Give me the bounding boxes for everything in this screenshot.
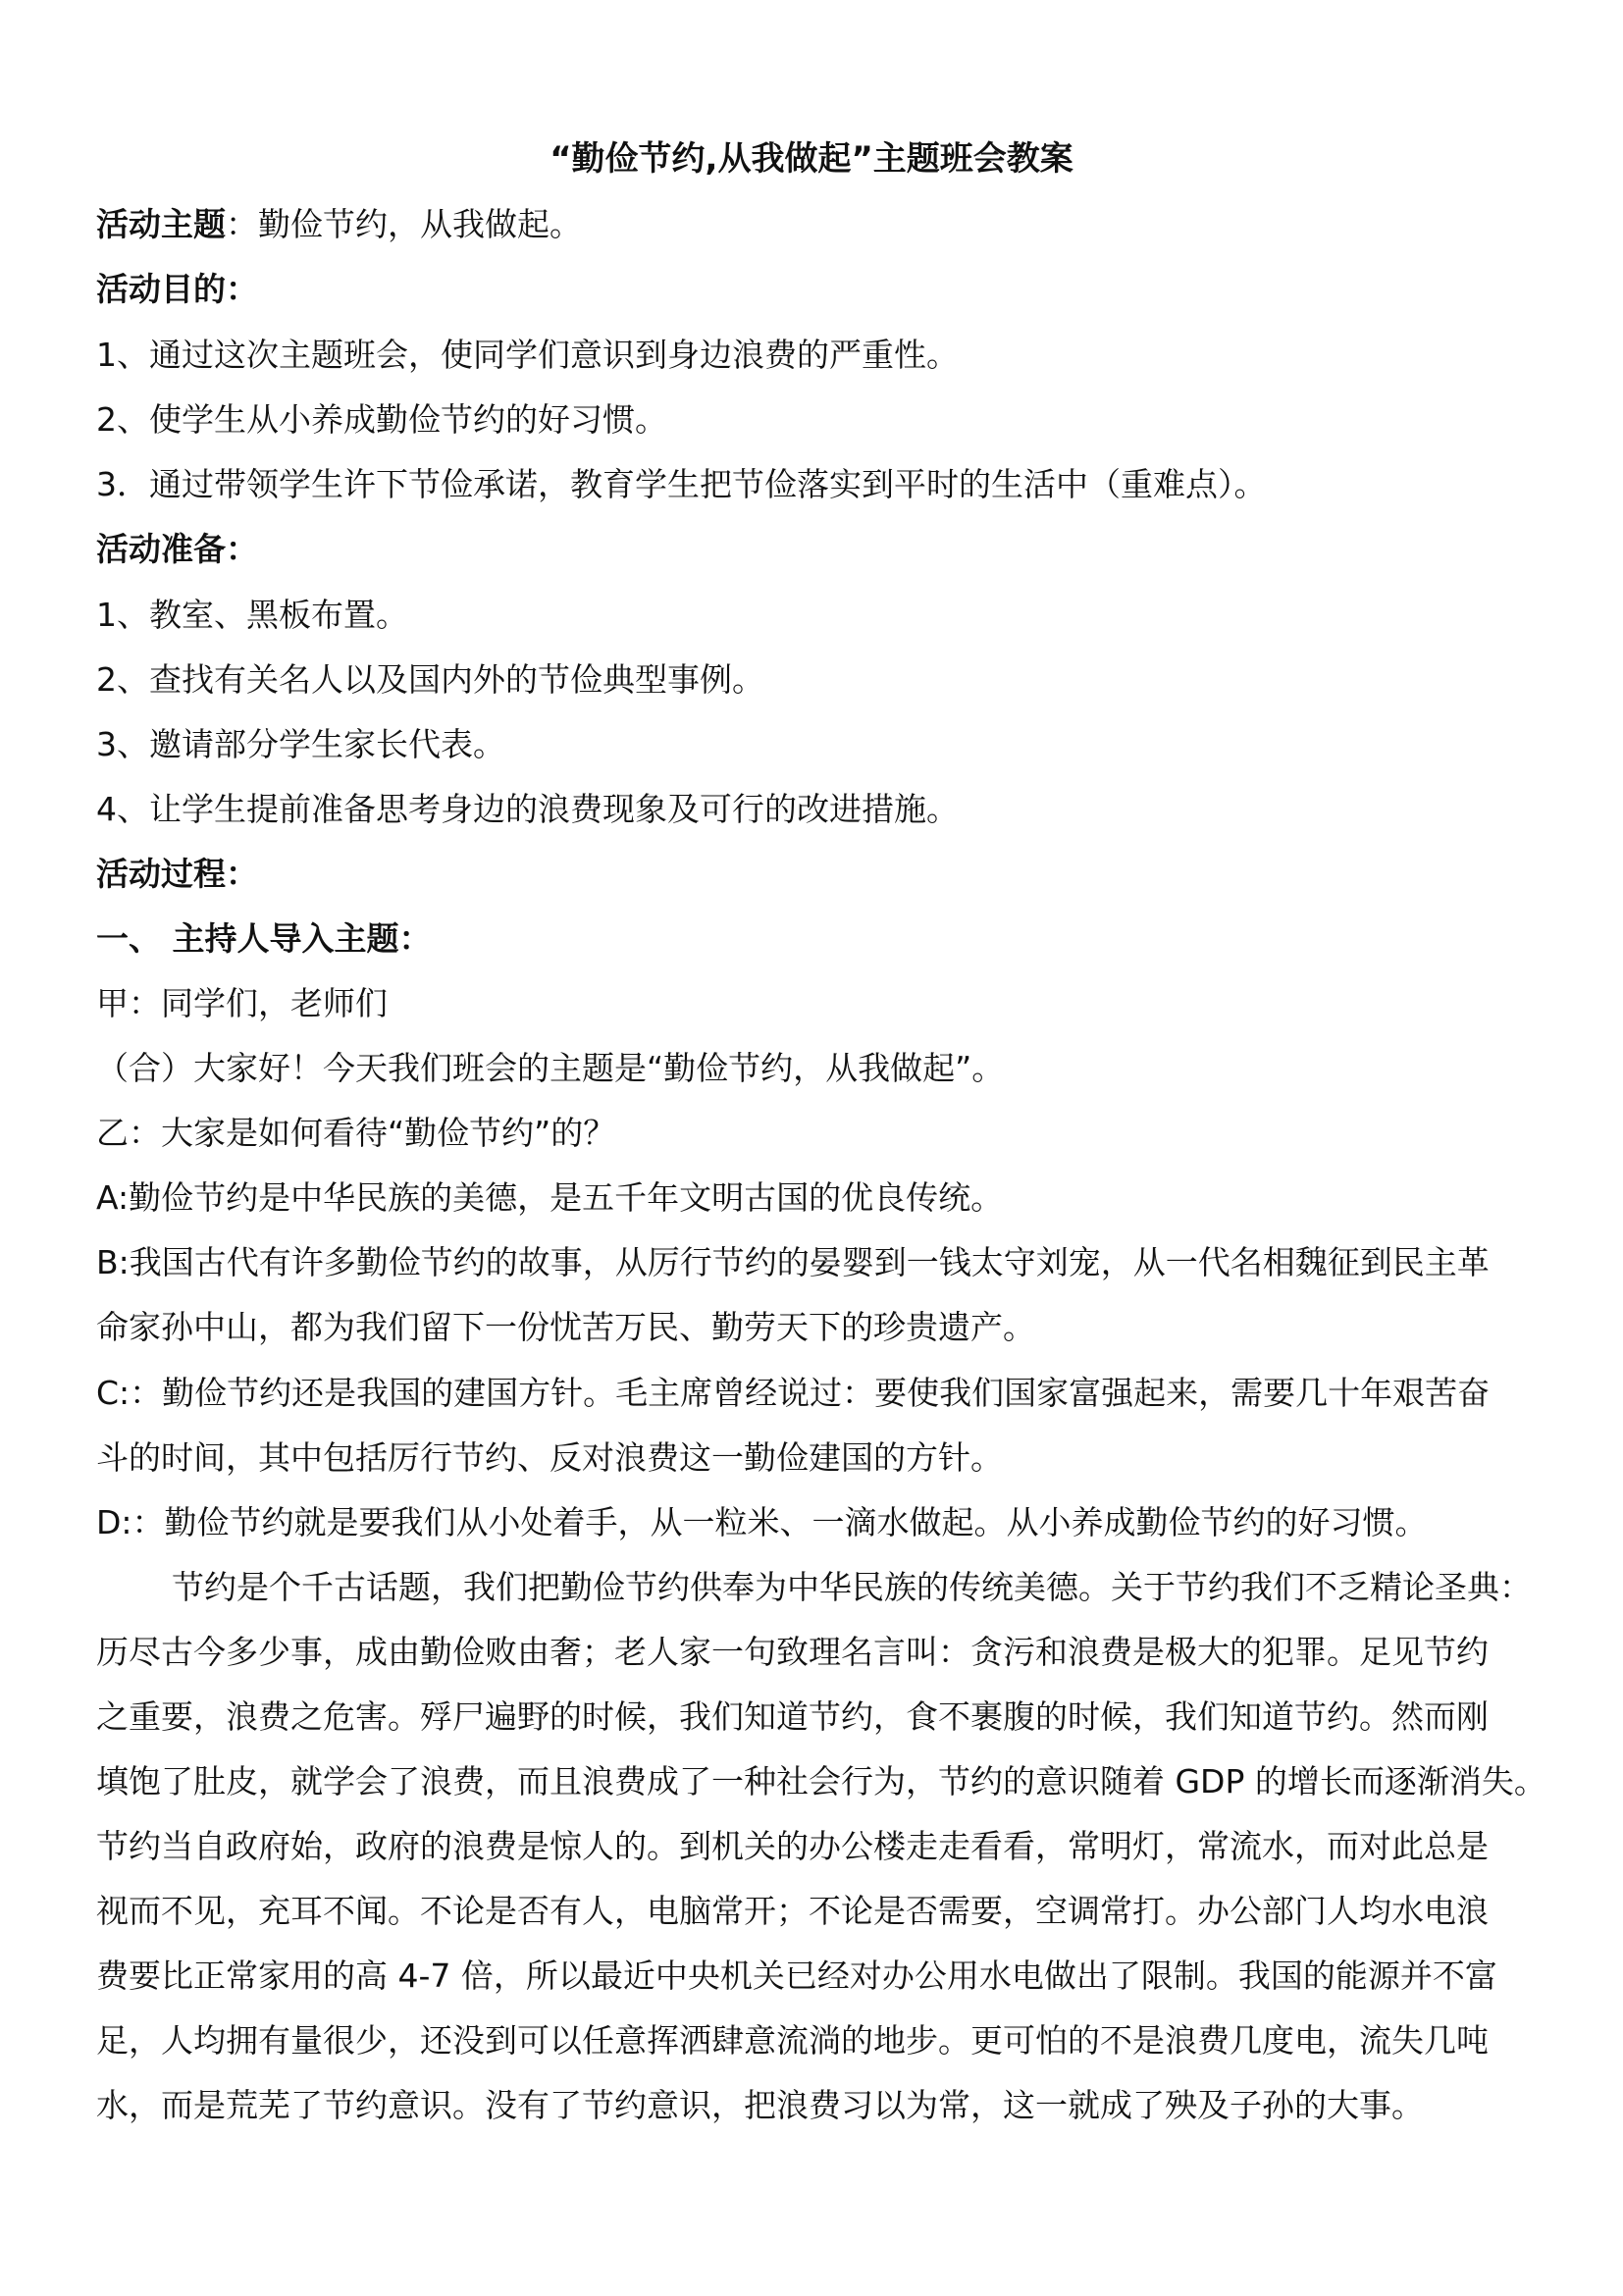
essay-line: 足，人均拥有量很少，还没到可以任意挥洒肆意流淌的地步。更可怕的不是浪费几度电，流失几吨 xyxy=(96,2021,1489,2060)
process-heading: 活动过程： xyxy=(96,855,258,893)
prep-item: 3、邀请部分学生家长代表。 xyxy=(96,725,505,763)
speaker-b-line: B:我国古代有许多勤俭节约的故事，从厉行节约的晏婴到一钱太守刘宠，从一代名相魏征到民主革 xyxy=(96,1243,1490,1281)
section-heading: 一、 主持人导入主题： xyxy=(96,919,432,958)
speaker-b-line: 命家孙中山，都为我们留下一份忧苦万民、勤劳天下的珍贵遗产。 xyxy=(96,1308,1035,1346)
essay-line: 视而不见，充耳不闻。不论是否有人，电脑常开；不论是否需要，空调常打。办公部门人均水电浪 xyxy=(96,1892,1489,1930)
speaker-c-line: C:：勤俭节约还是我国的建国方针。毛主席曾经说过：要使我们国家富强起来，需要几十年艰苦奋 xyxy=(96,1374,1491,1412)
document-title: “勤俭节约,从我做起”主题班会教案 xyxy=(550,139,1073,179)
prep-heading: 活动准备： xyxy=(96,530,258,568)
theme-label: 活动主题 xyxy=(96,205,226,243)
purpose-item: 2、使学生从小养成勤俭节约的好习惯。 xyxy=(96,400,667,439)
essay-line: 节约当自政府始，政府的浪费是惊人的。到机关的办公楼走走看看，常明灯，常流水，而对此总是 xyxy=(96,1827,1489,1865)
purpose-heading: 活动目的： xyxy=(96,270,258,308)
speaker-a-line: A:勤俭节约是中华民族的美德，是五千年文明古国的优良传统。 xyxy=(96,1178,1004,1217)
dialogue-line: 乙：大家是如何看待“勤俭节约”的？ xyxy=(96,1114,616,1152)
speaker-c-line: 斗的时间，其中包括厉行节约、反对浪费这一勤俭建国的方针。 xyxy=(96,1438,1003,1477)
speaker-d-line: D:：勤俭节约就是要我们从小处着手，从一粒米、一滴水做起。从小养成勤俭节约的好习惯。 xyxy=(96,1503,1428,1541)
essay-line: 填饱了肚皮，就学会了浪费，而且浪费成了一种社会行为，节约的意识随着 GDP 的增长而逐渐消失。 xyxy=(96,1762,1546,1800)
theme-text: ：勤俭节约，从我做起。 xyxy=(226,205,582,243)
purpose-item: 1、通过这次主题班会，使同学们意识到身边浪费的严重性。 xyxy=(96,336,959,374)
essay-line: 之重要，浪费之危害。殍尸遍野的时候，我们知道节约，食不裹腹的时候，我们知道节约。然而刚 xyxy=(96,1697,1489,1736)
prep-item: 1、教室、黑板布置。 xyxy=(96,596,408,634)
theme-line xyxy=(96,203,1529,246)
essay-line: 历尽古今多少事，成由勤俭败由奢；老人家一句致理名言叫：贪污和浪费是极大的犯罪。足见节约 xyxy=(96,1633,1489,1671)
essay-line: 节约是个千古话题，我们把勤俭节约供奉为中华民族的传统美德。关于节约我们不乏精论圣典： xyxy=(172,1568,1532,1606)
essay-line: 水，而是荒芜了节约意识。没有了节约意识，把浪费习以为常，这一就成了殃及子孙的大事。 xyxy=(96,2086,1424,2124)
prep-item: 2、查找有关名人以及国内外的节俭典型事例。 xyxy=(96,660,764,699)
prep-item: 4、让学生提前准备思考身边的浪费现象及可行的改进措施。 xyxy=(96,790,959,828)
essay-line: 费要比正常家用的高 4-7 倍，所以最近中央机关已经对办公用水电做出了限制。我国的能源并不富 xyxy=(96,1957,1497,1995)
dialogue-line: （合）大家好！今天我们班会的主题是“勤俭节约，从我做起”。 xyxy=(96,1049,1005,1087)
purpose-item: 3．通过带领学生许下节俭承诺，教育学生把节俭落实到平时的生活中（重难点）。 xyxy=(96,465,1267,503)
dialogue-line: 甲：同学们，老师们 xyxy=(96,984,388,1022)
